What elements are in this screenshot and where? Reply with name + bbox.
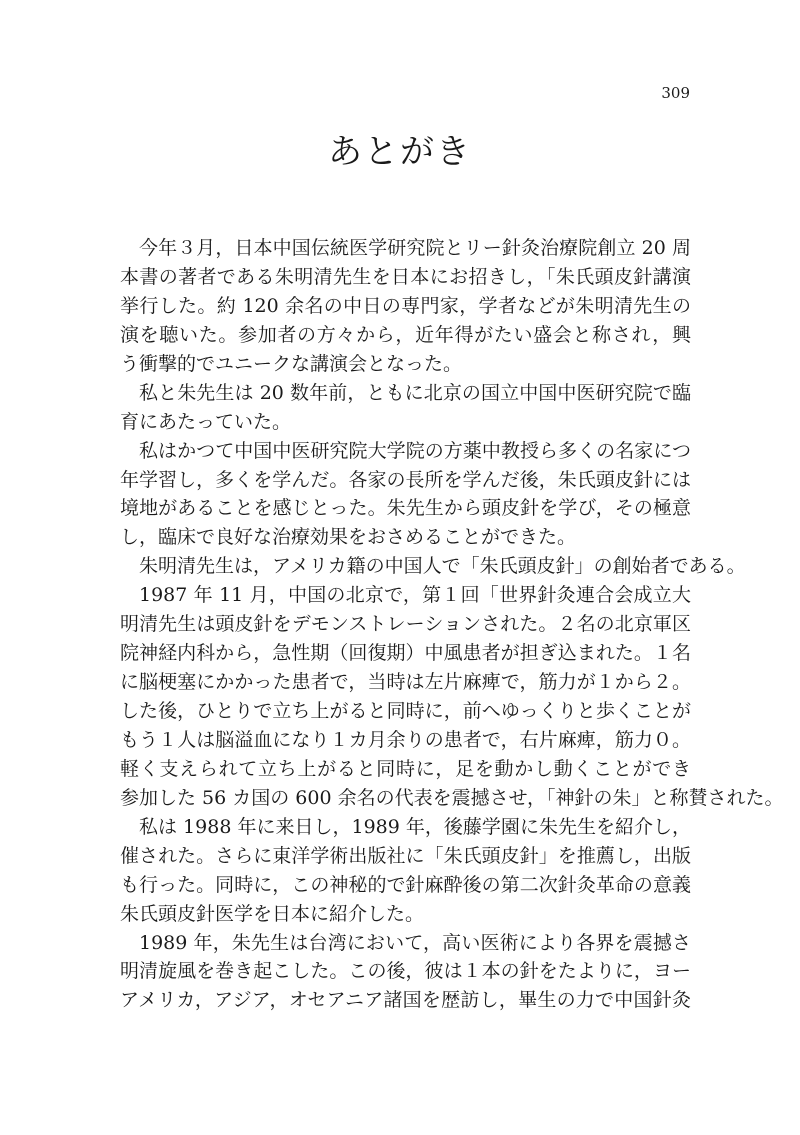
text-line: 朱氏頭皮針医学を日本に紹介した。 <box>120 902 425 925</box>
text-line: 軽く支えられて立ち上がると同時に，足を動かし動くことができ <box>120 757 691 780</box>
text-line: 本書の著者である朱明清先生を日本にお招きし，「朱氏頭皮針講演 <box>120 265 691 288</box>
text-line: 参加した 56 カ国の 600 余名の代表を震撼させ，「神針の朱」と称賛された。 <box>120 786 784 809</box>
text-line: に脳梗塞にかかった患者で，当時は左片麻痺で，筋力が１から２。 <box>120 671 691 694</box>
text-line: 年学習し，多くを学んだ。各家の長所を学んだ後，朱氏頭皮針には <box>120 468 691 491</box>
text-line: 院神経内科から，急性期（回復期）中風患者が担ぎ込まれた。１名 <box>120 642 691 665</box>
text-line: 1987 年 11 月，中国の北京で，第１回「世界針灸連合会成立大 <box>139 584 691 607</box>
paragraph <box>120 552 746 581</box>
text-line: 育にあたっていた。 <box>120 410 292 433</box>
paragraph <box>120 379 691 437</box>
text-line: 催された。さらに東洋学術出版社に「朱氏頭皮針」を推薦し，出版 <box>120 844 691 867</box>
paragraph <box>120 581 784 813</box>
body-text <box>120 234 784 1015</box>
paragraph <box>120 813 691 929</box>
text-line: 明清先生は頭皮針をデモンストレーションされた。２名の北京軍区 <box>120 613 691 636</box>
text-line: 明清旋風を巻き起こした。この後，彼は１本の針をたよりに，ヨー <box>120 960 691 983</box>
text-line: 私はかつて中国中医研究院大学院の方薬中教授ら多くの名家につ <box>139 439 691 462</box>
text-line: 境地があることを感じとった。朱先生から頭皮針を学び，その極意 <box>120 497 691 520</box>
text-line: 朱明清先生は，アメリカ籍の中国人で「朱氏頭皮針」の創始者である。 <box>139 555 746 578</box>
text-line: アメリカ，アジア，オセアニア諸国を歴訪し，畢生の力で中国針灸 <box>120 989 691 1012</box>
text-line: 今年３月，日本中国伝統医学研究院とリー針灸治療院創立 20 周 <box>139 237 691 259</box>
text-line: も行った。同時に，この神秘的で針麻酔後の第二次針灸革命の意義 <box>120 873 691 896</box>
text-line: 演を聴いた。参加者の方々から，近年得がたい盛会と称され，興 <box>120 323 691 346</box>
text-line: した後，ひとりで立ち上がると同時に，前へゆっくりと歩くことが <box>120 700 691 722</box>
paragraph <box>120 437 691 553</box>
paragraph <box>120 929 691 1016</box>
page-number: 309 <box>661 84 690 102</box>
text-line: し，臨床で良好な治療効果をおさめることができた。 <box>120 526 577 549</box>
text-line: 私と朱先生は 20 数年前，ともに北京の国立中国中医研究院で臨 <box>139 381 691 404</box>
text-line: 1989 年，朱先生は台湾において，高い医術により各界を震撼さ <box>139 931 691 954</box>
text-line: 私は 1988 年に来日し，1989 年，後藤学園に朱先生を紹介し， <box>139 815 691 838</box>
page-title: あとがき <box>328 132 472 172</box>
text-line: 挙行した。約 120 余名の中日の専門家，学者などが朱明清先生の <box>120 294 691 317</box>
text-line: もう１人は脳溢血になり１カ月余りの患者で，右片麻痺，筋力０。 <box>120 728 691 751</box>
text-line: う衝撃的でユニークな講演会となった。 <box>120 352 463 375</box>
paragraph <box>120 234 691 379</box>
